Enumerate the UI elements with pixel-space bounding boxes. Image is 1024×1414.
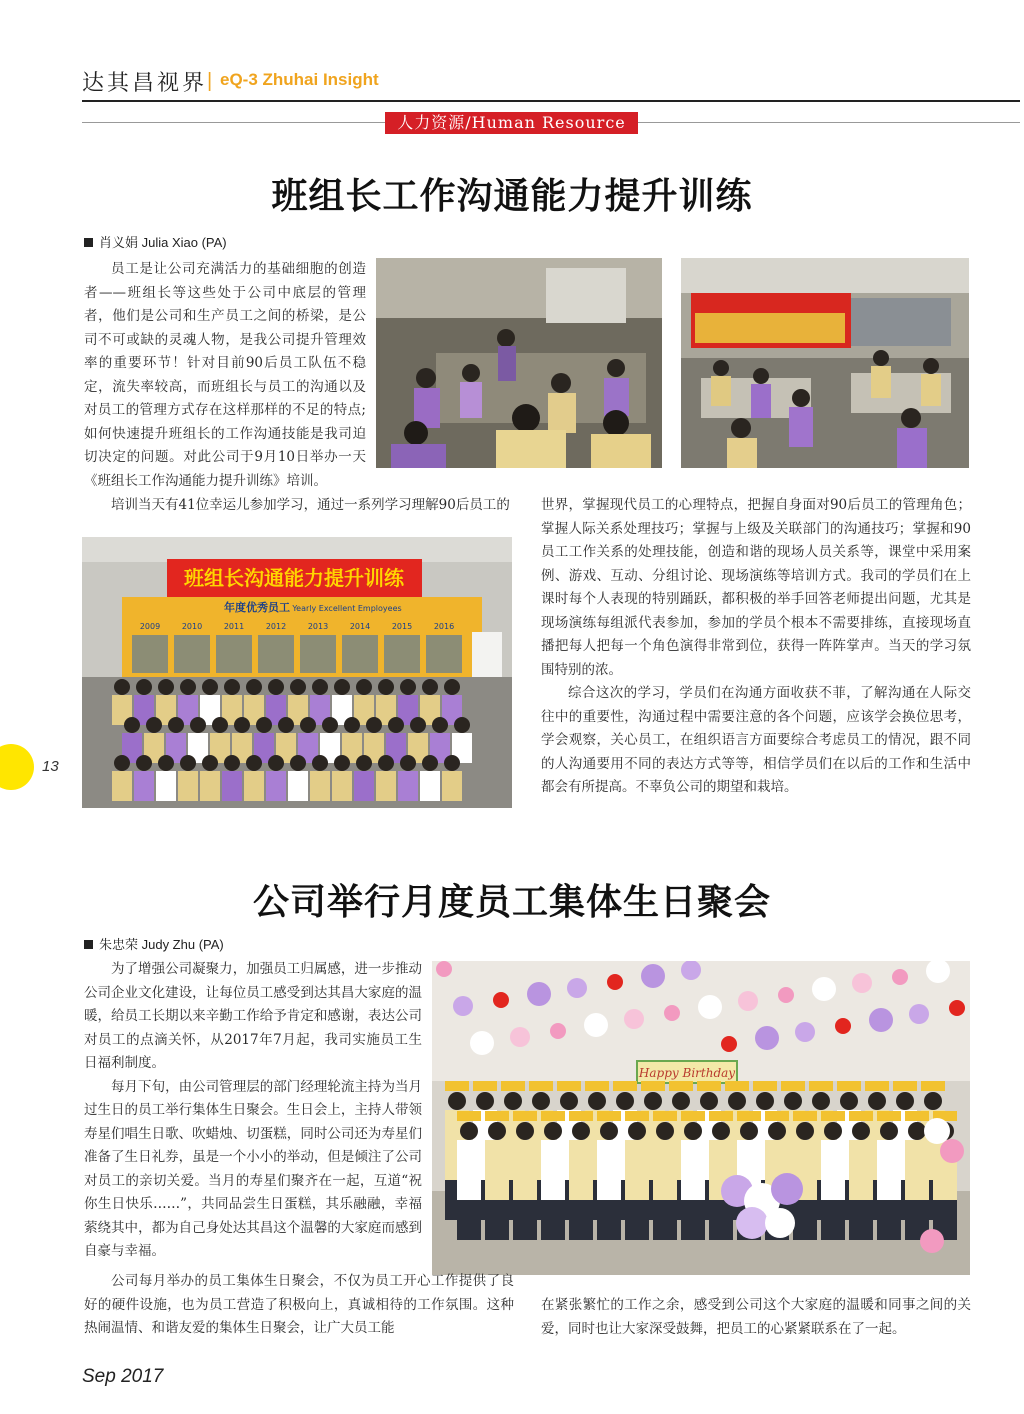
person-body	[541, 1140, 565, 1200]
person-head	[740, 1122, 758, 1140]
person-head	[784, 1092, 802, 1110]
balloon	[470, 1031, 494, 1055]
person-head	[796, 1122, 814, 1140]
person-head	[600, 1122, 618, 1140]
article1-author: 肖义娟 Julia Xiao (PA)	[99, 235, 227, 250]
person-head	[158, 755, 174, 771]
person-head	[840, 1092, 858, 1110]
person-legs	[793, 1200, 817, 1240]
party-crown	[753, 1081, 777, 1091]
person-head	[628, 1122, 646, 1140]
person-body	[442, 771, 462, 801]
person-head	[924, 1092, 942, 1110]
person-body	[905, 1140, 929, 1200]
balloon	[607, 974, 623, 990]
article2-paragraph-3: 公司每月举办的员工集体生日聚会，不仅为员工开心工作提供了良好的硬件设施，也为员工营造了积极向上，真诚相待的工作氛围。这种热闹温情、和谐友爱的集体生日聚会，让广大员工能	[84, 1273, 514, 1336]
article1-training-cont-block	[541, 494, 971, 800]
balloon	[436, 961, 452, 977]
person-head	[224, 679, 240, 695]
party-crown	[457, 1111, 481, 1121]
person-body	[134, 771, 154, 801]
person-head	[124, 717, 140, 733]
person-legs	[457, 1200, 481, 1240]
balloon	[641, 964, 665, 988]
party-crown	[529, 1081, 553, 1091]
person-head	[366, 717, 382, 733]
page-number-dot	[0, 744, 34, 790]
balloon	[584, 1013, 608, 1037]
person-head	[852, 1122, 870, 1140]
article1-title: 班组长工作沟通能力提升训练	[271, 175, 753, 217]
section-badge: 人力资源/Human Resource	[385, 112, 638, 134]
person-head	[684, 1122, 702, 1140]
person-legs	[597, 1200, 621, 1240]
photo-grid-block	[426, 635, 462, 673]
banner-year-label: 2016	[433, 622, 455, 631]
happy-birthday-banner: Happy Birthday	[638, 1066, 736, 1080]
person-head	[344, 717, 360, 733]
photo-grid-block	[258, 635, 294, 673]
article2-paragraph-1: 为了增强公司凝聚力，加强员工归属感，进一步推动公司企业文化建设，让每位员工感受到达其昌大家庭的温暖，给员工长期以来辛勤工作给予肯定和感谢，表达公司对员工的点滴关怀，从2017年7月起，我司实施员工生日福利制度。	[84, 961, 422, 1071]
party-crown	[821, 1111, 845, 1121]
party-crown	[541, 1111, 565, 1121]
person-head	[448, 1092, 466, 1110]
party-crown	[781, 1081, 805, 1091]
person-head	[700, 1092, 718, 1110]
person-head	[400, 679, 416, 695]
article2-paragraph-3-cont: 在紧张繁忙的工作之余，感受到公司这个大家庭的温暖和同事之间的关爱，同时也让大家深受鼓舞，把员工的心紧紧联系在了一起。	[541, 1297, 971, 1337]
party-crown	[725, 1081, 749, 1091]
person-head	[756, 1092, 774, 1110]
balloon	[624, 1009, 644, 1029]
article2-byline	[84, 934, 224, 953]
person-head	[114, 755, 130, 771]
person-head	[444, 755, 460, 771]
balloon	[510, 1027, 530, 1047]
person-head	[312, 679, 328, 695]
person-head	[768, 1122, 786, 1140]
person-head	[224, 755, 240, 771]
party-crown	[641, 1081, 665, 1091]
person-body	[332, 771, 352, 801]
person-head	[146, 717, 162, 733]
person-body	[310, 771, 330, 801]
person-head	[322, 717, 338, 733]
person-head	[136, 755, 152, 771]
balloon	[550, 1023, 566, 1039]
person-head	[256, 717, 272, 733]
article2-paragraph-2: 每月下旬，由公司管理层的部门经理轮流主持为当月过生日的员工举行集体生日聚会。生日会上，主持人带领寿星们唱生日歌、吹蜡烛、切蛋糕，同时公司还为寿星们准备了生日礼券，虽是一个小小的举动，但是倾注了公司对员工的亲切关爱。当月的寿星们聚齐在一起，互道“祝你生日快乐……”，共同品尝生日蛋糕，其乐融融，幸福萦绕其中，都为自己身处达其昌这个温馨的大家庭而感到自豪与幸福。	[84, 1078, 422, 1259]
balloon	[852, 973, 872, 993]
person-head	[544, 1122, 562, 1140]
person-body	[288, 771, 308, 801]
balloon	[835, 1018, 851, 1034]
person-body	[200, 771, 220, 801]
party-crown	[809, 1081, 833, 1091]
person-head	[278, 717, 294, 733]
person-body	[457, 1140, 481, 1200]
party-crown	[625, 1111, 649, 1121]
party-crown	[865, 1081, 889, 1091]
person-head	[560, 1092, 578, 1110]
person-head	[290, 679, 306, 695]
balloon	[909, 1004, 929, 1024]
party-crown	[921, 1081, 945, 1091]
party-crown	[597, 1111, 621, 1121]
party-crown	[473, 1081, 497, 1091]
person-body	[681, 1140, 705, 1200]
person-head	[300, 717, 316, 733]
person-body	[877, 1140, 901, 1200]
person-head	[572, 1122, 590, 1140]
photo-grid-block	[174, 635, 210, 673]
person-head	[356, 679, 372, 695]
banner-year-label: 2011	[223, 622, 245, 631]
party-crown	[513, 1111, 537, 1121]
party-crown	[709, 1111, 733, 1121]
person-body	[597, 1140, 621, 1200]
person-head	[334, 679, 350, 695]
person-head	[168, 717, 184, 733]
byline-square-icon	[84, 940, 93, 949]
person-head	[180, 755, 196, 771]
person-head	[656, 1122, 674, 1140]
banner-title-text: 班组长沟通能力提升训练	[184, 566, 404, 590]
banner-year-label: 2014	[349, 622, 371, 631]
person-head	[246, 679, 262, 695]
balloon	[812, 977, 836, 1001]
banner-year-label: 2010	[181, 622, 203, 631]
person-head	[454, 717, 470, 733]
person-head	[868, 1092, 886, 1110]
person-head	[290, 755, 306, 771]
training-photo-classroom	[376, 258, 662, 468]
balloon	[892, 969, 908, 985]
person-body	[821, 1140, 845, 1200]
person-head	[136, 679, 152, 695]
article2-title: 公司举行月度员工集体生日聚会	[252, 881, 771, 923]
birthday-party-photo	[432, 961, 970, 1275]
page-number: 13	[42, 758, 59, 775]
party-crown	[793, 1111, 817, 1121]
party-crown	[669, 1081, 693, 1091]
balloon	[949, 1000, 965, 1016]
party-crown	[681, 1111, 705, 1121]
article1-conclusion: 综合这次的学习，学员们在沟通方面收获不菲，了解沟通在人际交往中的重要性，沟通过程中需要注意的各个问题，应该学会换位思考，学会观察，关心员工，在组织语言方面要综合考虑员工的情况，跟不同的人沟通要用不同的表达方式等等，相信学员们在以后的工作和生活中都会有所提高。不辜负公司的期望和栽培。	[541, 685, 971, 795]
person-body	[178, 771, 198, 801]
banner-year-label: 2009	[139, 622, 161, 631]
person-head	[422, 755, 438, 771]
person-head	[460, 1122, 478, 1140]
banner-english-text: Yearly Excellent Employees	[292, 604, 402, 613]
photo-grid-block	[132, 635, 168, 673]
photo-grid-block	[216, 635, 252, 673]
person-head	[312, 755, 328, 771]
party-crown	[653, 1111, 677, 1121]
party-crown	[893, 1081, 917, 1091]
balloon	[567, 978, 587, 998]
person-head	[432, 717, 448, 733]
person-legs	[485, 1200, 509, 1240]
party-crown	[697, 1081, 721, 1091]
person-head	[644, 1092, 662, 1110]
person-body	[266, 771, 286, 801]
person-body	[653, 1140, 677, 1200]
person-body	[485, 1140, 509, 1200]
person-head	[202, 755, 218, 771]
person-head	[234, 717, 250, 733]
balloon	[721, 1036, 737, 1052]
person-legs	[541, 1200, 565, 1240]
person-head	[246, 755, 262, 771]
article1-intro: 员工是让公司充满活力的基础细胞的创造者——班组长等这些处于公司中底层的管理者，他们是公司和生产员工之间的桥梁，是公司不可或缺的灵魂人物，是我公司提升管理效率的重要环节！针对目前90后员工队伍不稳定，流失率较高，而班组长与员工的沟通以及对员工的管理方式存在这样那样的不足的特点;如何快速提升班组长的工作沟通技能是我司迫切决定的问题。对此公司于9月10日举办一天《班组长工作沟通能力提升训练》培训。	[84, 261, 366, 489]
banner-year-label: 2015	[391, 622, 413, 631]
person-head	[504, 1092, 522, 1110]
person-head	[378, 755, 394, 771]
person-head	[712, 1122, 730, 1140]
banner-year-label: 2013	[307, 622, 329, 631]
person-head	[422, 679, 438, 695]
person-head	[532, 1092, 550, 1110]
article1-training-start-block	[84, 494, 514, 518]
photo-grid-block	[384, 635, 420, 673]
party-crown	[737, 1111, 761, 1121]
party-crown	[905, 1111, 929, 1121]
person-body	[244, 771, 264, 801]
photo-grid-block	[342, 635, 378, 673]
header-separator: |	[207, 70, 213, 92]
person-head	[190, 717, 206, 733]
person-body	[156, 771, 176, 801]
party-crown	[877, 1111, 901, 1121]
person-head	[334, 755, 350, 771]
banner-subtitle-text: 年度优秀员工	[224, 601, 290, 614]
person-head	[728, 1092, 746, 1110]
person-legs	[653, 1200, 677, 1240]
balloon	[664, 1005, 680, 1021]
person-head	[268, 755, 284, 771]
person-body	[625, 1140, 649, 1200]
person-head	[880, 1122, 898, 1140]
person-head	[410, 717, 426, 733]
person-body	[112, 771, 132, 801]
party-crown	[485, 1111, 509, 1121]
byline-square-icon	[84, 238, 93, 247]
person-head	[476, 1092, 494, 1110]
magazine-title-english: eQ-3 Zhuhai Insight	[220, 70, 379, 89]
person-legs	[877, 1200, 901, 1240]
person-head	[268, 679, 284, 695]
person-head	[158, 679, 174, 695]
article2-author: 朱忠荣 Judy Zhu (PA)	[99, 937, 224, 952]
article1-training-start: 培训当天有41位幸运儿参加学习，通过一系列学习理解90后员工的	[111, 497, 510, 513]
person-legs	[513, 1200, 537, 1240]
person-head	[516, 1122, 534, 1140]
balloon	[869, 1008, 893, 1032]
balloon	[493, 992, 509, 1008]
person-head	[400, 755, 416, 771]
person-head	[672, 1092, 690, 1110]
person-head	[180, 679, 196, 695]
party-crown	[585, 1081, 609, 1091]
person-head	[908, 1122, 926, 1140]
party-crown	[445, 1081, 469, 1091]
person-body	[569, 1140, 593, 1200]
person-body	[354, 771, 374, 801]
person-legs	[625, 1200, 649, 1240]
person-head	[378, 679, 394, 695]
party-crown	[837, 1081, 861, 1091]
person-head	[588, 1092, 606, 1110]
party-crown	[849, 1111, 873, 1121]
party-crown	[569, 1111, 593, 1121]
person-legs	[821, 1200, 845, 1240]
balloon	[738, 991, 758, 1011]
person-head	[388, 717, 404, 733]
person-head	[356, 755, 372, 771]
person-legs	[569, 1200, 593, 1240]
photo-grid-block	[300, 635, 336, 673]
magazine-title: 达其昌视界	[82, 71, 208, 96]
person-body	[398, 771, 418, 801]
article2-left-block	[84, 958, 422, 1264]
training-photo-room	[681, 258, 969, 468]
person-legs	[681, 1200, 705, 1240]
balloon	[795, 1022, 815, 1042]
person-head	[114, 679, 130, 695]
balloon	[698, 995, 722, 1019]
balloon	[527, 982, 551, 1006]
balloon	[778, 987, 794, 1003]
person-body	[222, 771, 242, 801]
person-body	[849, 1140, 873, 1200]
party-crown	[765, 1111, 789, 1121]
party-crown	[501, 1081, 525, 1091]
article1-intro-block	[84, 258, 366, 493]
person-body	[420, 771, 440, 801]
party-crown	[557, 1081, 581, 1091]
party-crown	[613, 1081, 637, 1091]
person-legs	[709, 1200, 733, 1240]
issue-date: Sep 2017	[82, 1366, 164, 1387]
article2-p3-cont-block	[541, 1294, 971, 1341]
person-body	[513, 1140, 537, 1200]
person-body	[376, 771, 396, 801]
person-head	[896, 1092, 914, 1110]
banner-year-label: 2012	[265, 622, 287, 631]
article1-byline	[84, 232, 227, 251]
person-head	[488, 1122, 506, 1140]
person-head	[212, 717, 228, 733]
training-group-photo	[82, 537, 512, 808]
balloon	[453, 996, 473, 1016]
person-legs	[849, 1200, 873, 1240]
person-head	[812, 1092, 830, 1110]
person-head	[444, 679, 460, 695]
header-rule	[82, 100, 1020, 102]
person-head	[616, 1092, 634, 1110]
balloon	[755, 1026, 779, 1050]
person-head	[202, 679, 218, 695]
person-head	[824, 1122, 842, 1140]
article1-training-cont: 世界，掌握现代员工的心理特点，把握自身面对90后员工的管理角色；掌握人际关系处理技巧；掌握与上级及关联部门的沟通技巧；掌握和90员工工作关系的处理技能，创造和谐的现场人员关系等，课堂中采用案例、游戏、互动、分组讨论、现场演练等培训方式。我司的学员们在上课时每个人表现的特别踊跃，都积极的举手回答老师提出问题，尤其是现场演练每组派代表参加，参加的学员个根本不需要排练，直接现场直播把每人把每一个角色演得非常到位，获得一阵阵掌声。当天的学习氛围特别的浓。	[541, 497, 971, 678]
article2-p3-start-block	[84, 1270, 514, 1341]
